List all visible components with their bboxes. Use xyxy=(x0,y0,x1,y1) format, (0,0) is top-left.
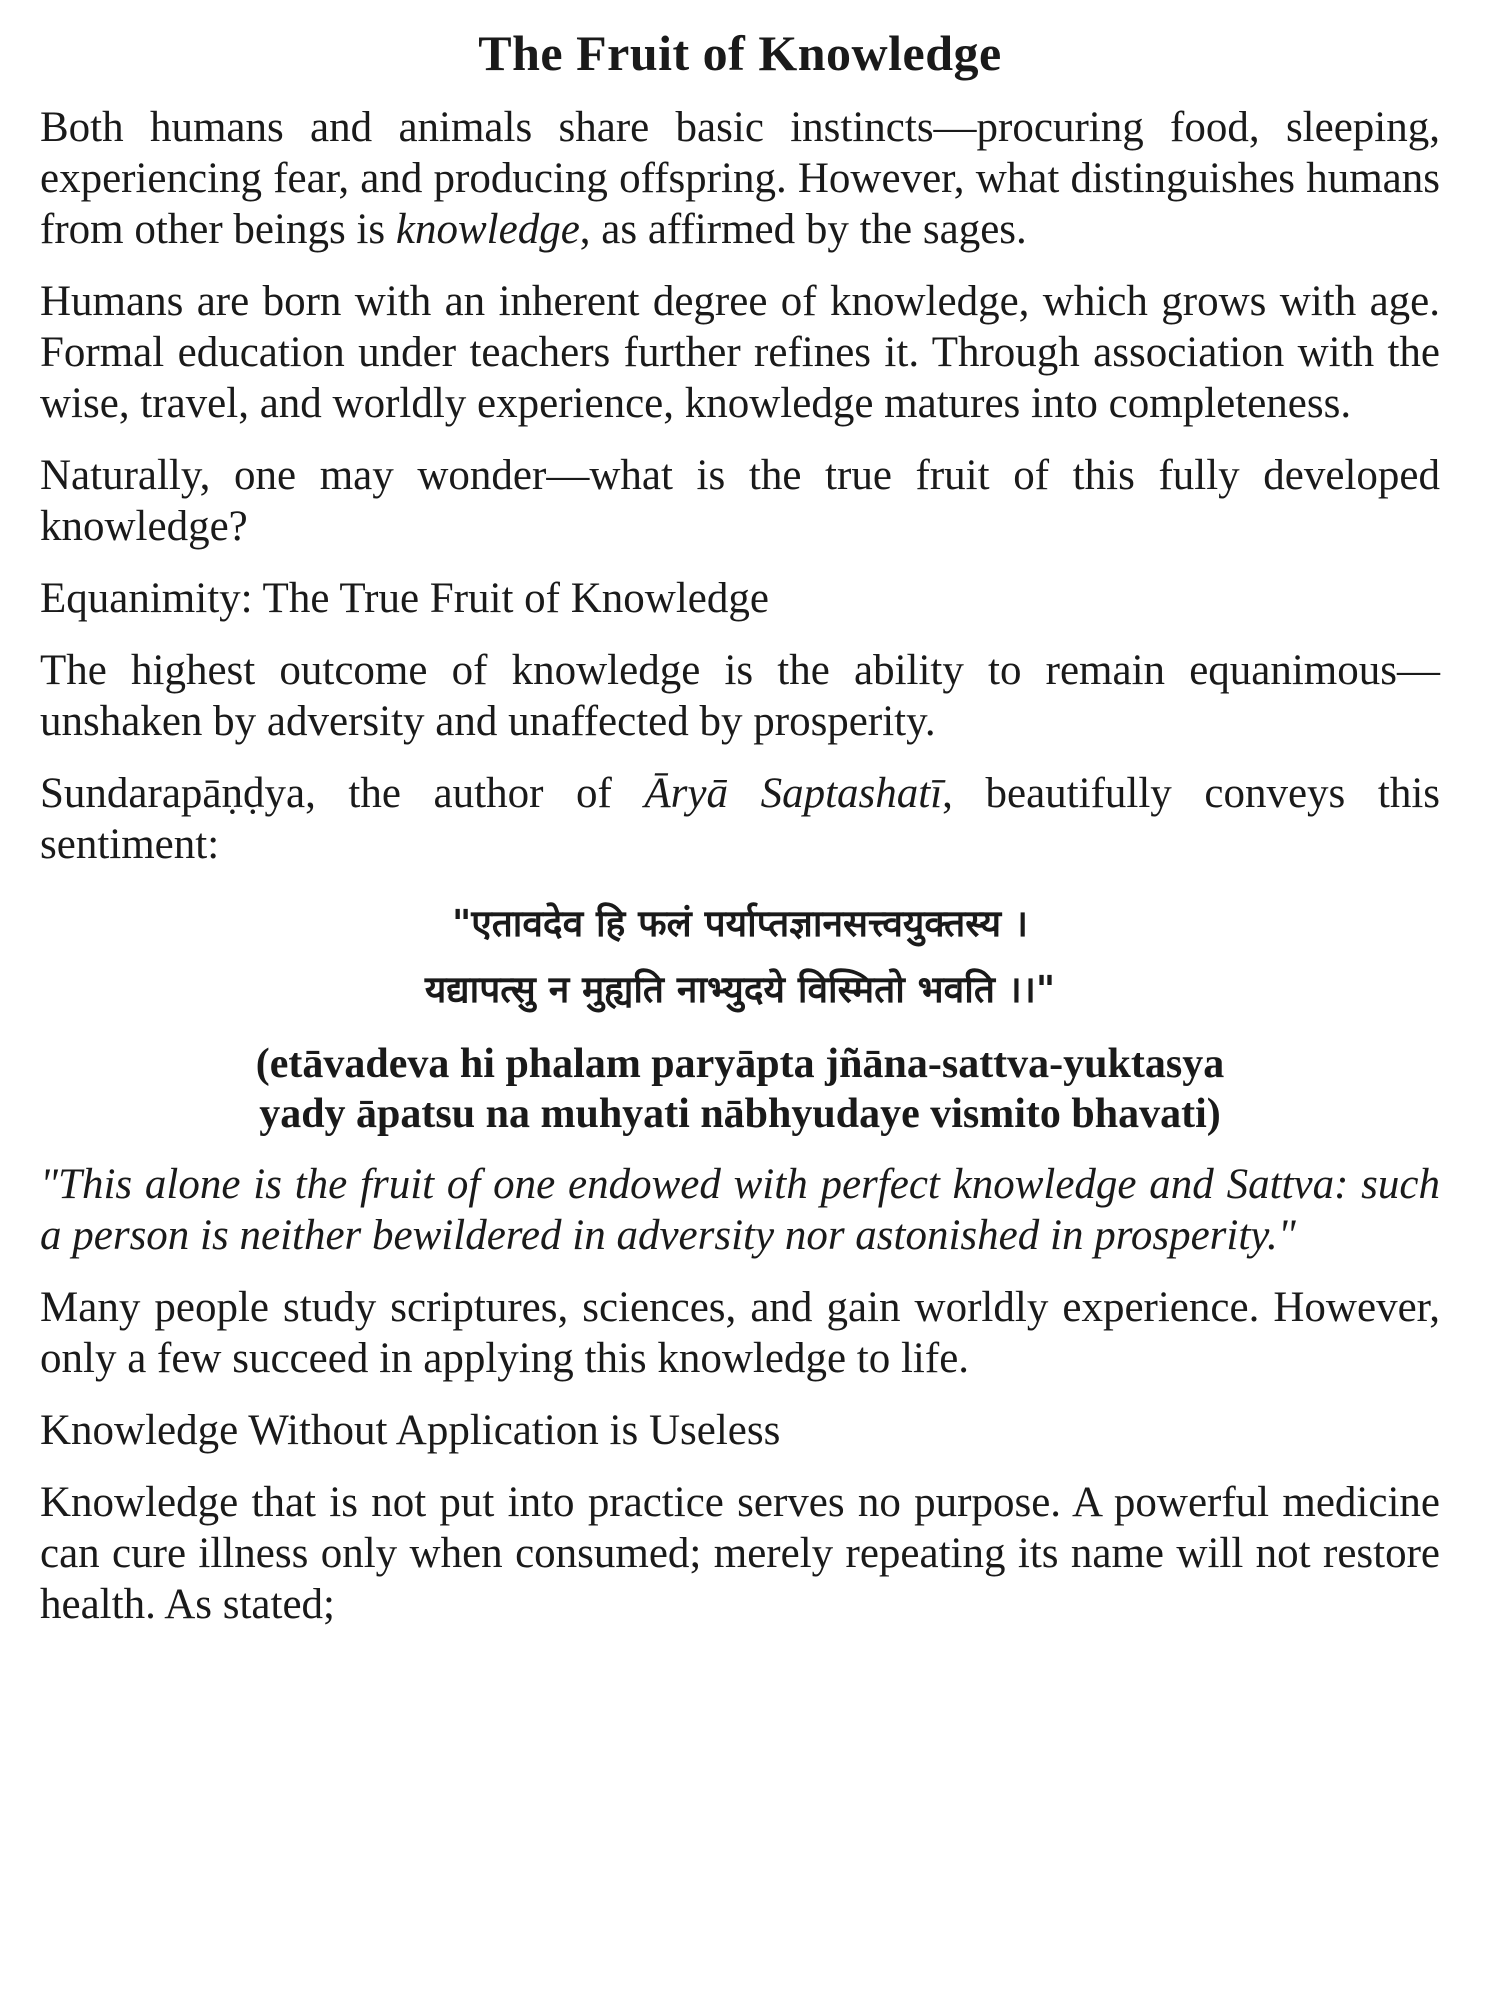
paragraph-sundarapandya-text: Sundarapāṇḍya, the author of xyxy=(40,770,645,817)
section-heading-equanimity: Equanimity: The True Fruit of Knowledge xyxy=(40,575,769,622)
paragraph-study: Many people study scriptures, sciences, and gain worldly experience. However, only a few succeed in applying this knowledge to life. xyxy=(40,1284,1440,1382)
sanskrit-verse-line-2: यद्यापत्सु न मुह्यति नाभ्युदये विस्मितो भवति ।।" xyxy=(424,968,1056,1011)
transliteration-line-2: yady āpatsu na muhyati nābhyudaye vismito bhavati) xyxy=(259,1091,1221,1137)
sanskrit-verse-line-1: "एतावदेव हि फलं पर्याप्तज्ञानसत्त्वयुक्तस्य । xyxy=(451,902,1029,945)
verse-translation: "This alone is the fruit of one endowed with perfect knowledge and Sattva: such a person is neither bewildered in adversity nor astonished in prosperity." xyxy=(40,1161,1440,1259)
paragraph-question: Naturally, one may wonder—what is the true fruit of this fully developed knowledge? xyxy=(40,452,1440,550)
transliteration-line-1: (etāvadeva hi phalam paryāpta jñāna-sattva-yuktasya xyxy=(255,1041,1225,1087)
paragraph-instincts-text: Both humans and animals share basic instincts—procuring food, sleeping, experiencing fear, and producing offspring. However, what distinguishes humans from other beings is xyxy=(40,104,1440,253)
paragraph-instincts-emphasis: knowledge xyxy=(395,206,580,253)
section-heading-application: Knowledge Without Application is Useless xyxy=(40,1407,781,1454)
transliteration xyxy=(40,1039,1440,1139)
paragraph-growth: Humans are born with an inherent degree of knowledge, which grows with age. Formal education under teachers further refines it. Through association with the wise, travel, and worldly experience, knowledge matures into completeness. xyxy=(40,278,1440,427)
paragraph-sundarapandya-emphasis: Āryā Saptashatī xyxy=(644,770,943,817)
paragraph-sundarapandya xyxy=(40,768,1440,870)
sanskrit-verse xyxy=(40,891,1440,1023)
paragraph-medicine: Knowledge that is not put into practice serves no purpose. A powerful medicine can cure illness only when consumed; merely repeating its name will not restore health. As stated; xyxy=(40,1479,1440,1628)
paragraph-sundarapandya-tail: , beautifully conveys this sentiment: xyxy=(40,770,1441,868)
paragraph-instincts-tail: , as affirmed by the sages. xyxy=(579,206,1027,253)
page-title: The Fruit of Knowledge xyxy=(478,25,1002,81)
paragraph-equanimity: The highest outcome of knowledge is the ability to remain equanimous—unshaken by adversity and unaffected by prosperity. xyxy=(40,647,1440,745)
paragraph-instincts xyxy=(40,102,1440,255)
